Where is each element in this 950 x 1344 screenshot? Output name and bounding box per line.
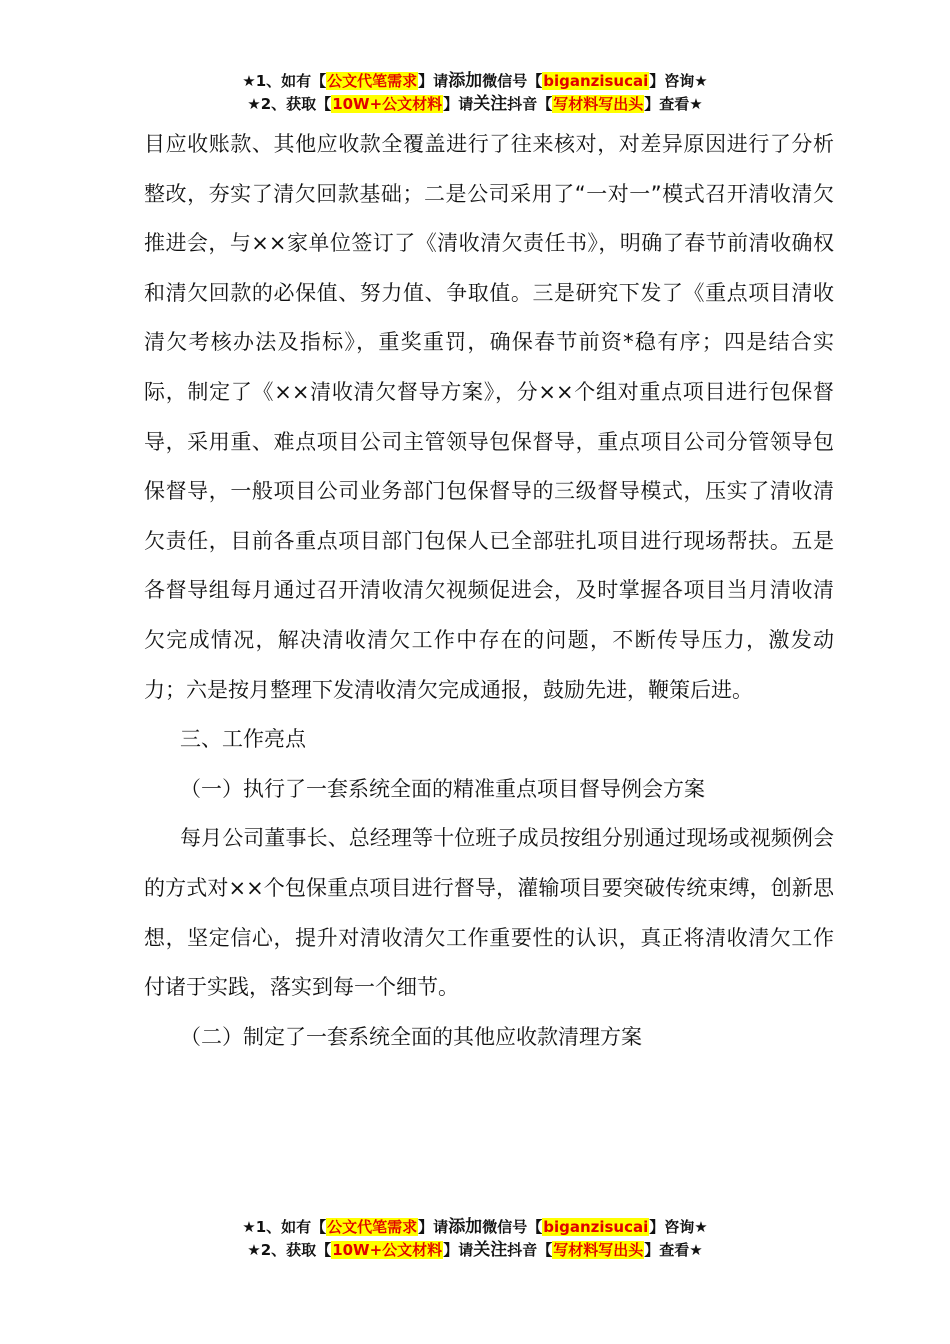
promo-line-1: ★1、如有【公文代笔需求】请添加微信号【biganzisucai】咨询★ [242,1217,708,1237]
highlight-text: 10W+公文材料 [332,1241,443,1259]
body-paragraph-continued: 目应收账款、其他应收款全覆盖进行了往来核对，对差异原因进行了分析整改，夯实了清欠回款基础；二是公司采用了“一对一”模式召开清收清欠推进会，与××家单位签订了《清收清欠责任书》，明确了春节前清收确权和清欠回款的必保值、努力值、争取值。三是研究下发了《重点项目清收清欠考核办法及指标》，重奖重罚，确保春节前资*稳有序；四是结合实际，制定了《××清收清欠督导方案》，分××个组对重点项目进行包保督导，采用重、难点项目公司主管领导包保督导，重点项目公司分管领导包保督导，一般项目公司业务部门包保督导的三级督导模式，压实了清收清欠责任，目前各重点项目部门包保人已全部驻扎项目进行现场帮扶。五是各督导组每月通过召开清收清欠视频促进会，及时掌握各项目当月清收清欠完成情况，解决清收清欠工作中存在的问题，不断传导压力，激发动力；六是按月整理下发清收清欠完成通报，鼓励先进，鞭策后进。 [144,132,834,702]
emphasis-text: 关注 [473,1240,508,1260]
emphasis-text: 添加 [448,71,483,91]
emphasis-text: 添加 [448,1217,483,1237]
section-heading: 三、工作亮点 [180,727,306,752]
document-body [144,120,834,1062]
emphasis-text: 关注 [473,94,508,114]
highlight-text: 公文代笔需求 [327,72,418,90]
subsection-heading: （一）执行了一套系统全面的精准重点项目督导例会方案 [180,776,705,801]
highlight-text: biganzisucai [543,72,649,90]
highlight-text: 公文代笔需求 [327,1218,418,1236]
highlight-text: 10W+公文材料 [332,95,443,113]
promo-line-2: ★2、获取【10W+公文材料】请关注抖音【写材料写出头】查看★ [247,94,703,114]
header-promo-banner [0,70,950,116]
highlight-text: 写材料写出头 [553,95,644,113]
promo-line-1: ★1、如有【公文代笔需求】请添加微信号【biganzisucai】咨询★ [242,71,708,91]
highlight-text: biganzisucai [543,1218,649,1236]
promo-line-2: ★2、获取【10W+公文材料】请关注抖音【写材料写出头】查看★ [247,1240,703,1260]
highlight-text: 写材料写出头 [553,1241,644,1259]
body-paragraph: 每月公司董事长、总经理等十位班子成员按组分别通过现场或视频例会的方式对××个包保重点项目进行督导，灌输项目要突破传统束缚，创新思想，坚定信心，提升对清收清欠工作重要性的认识，真正将清收清欠工作付诸于实践，落实到每一个细节。 [144,826,834,1000]
subsection-heading: （二）制定了一套系统全面的其他应收款清理方案 [180,1024,642,1049]
footer-promo-banner [0,1216,950,1262]
